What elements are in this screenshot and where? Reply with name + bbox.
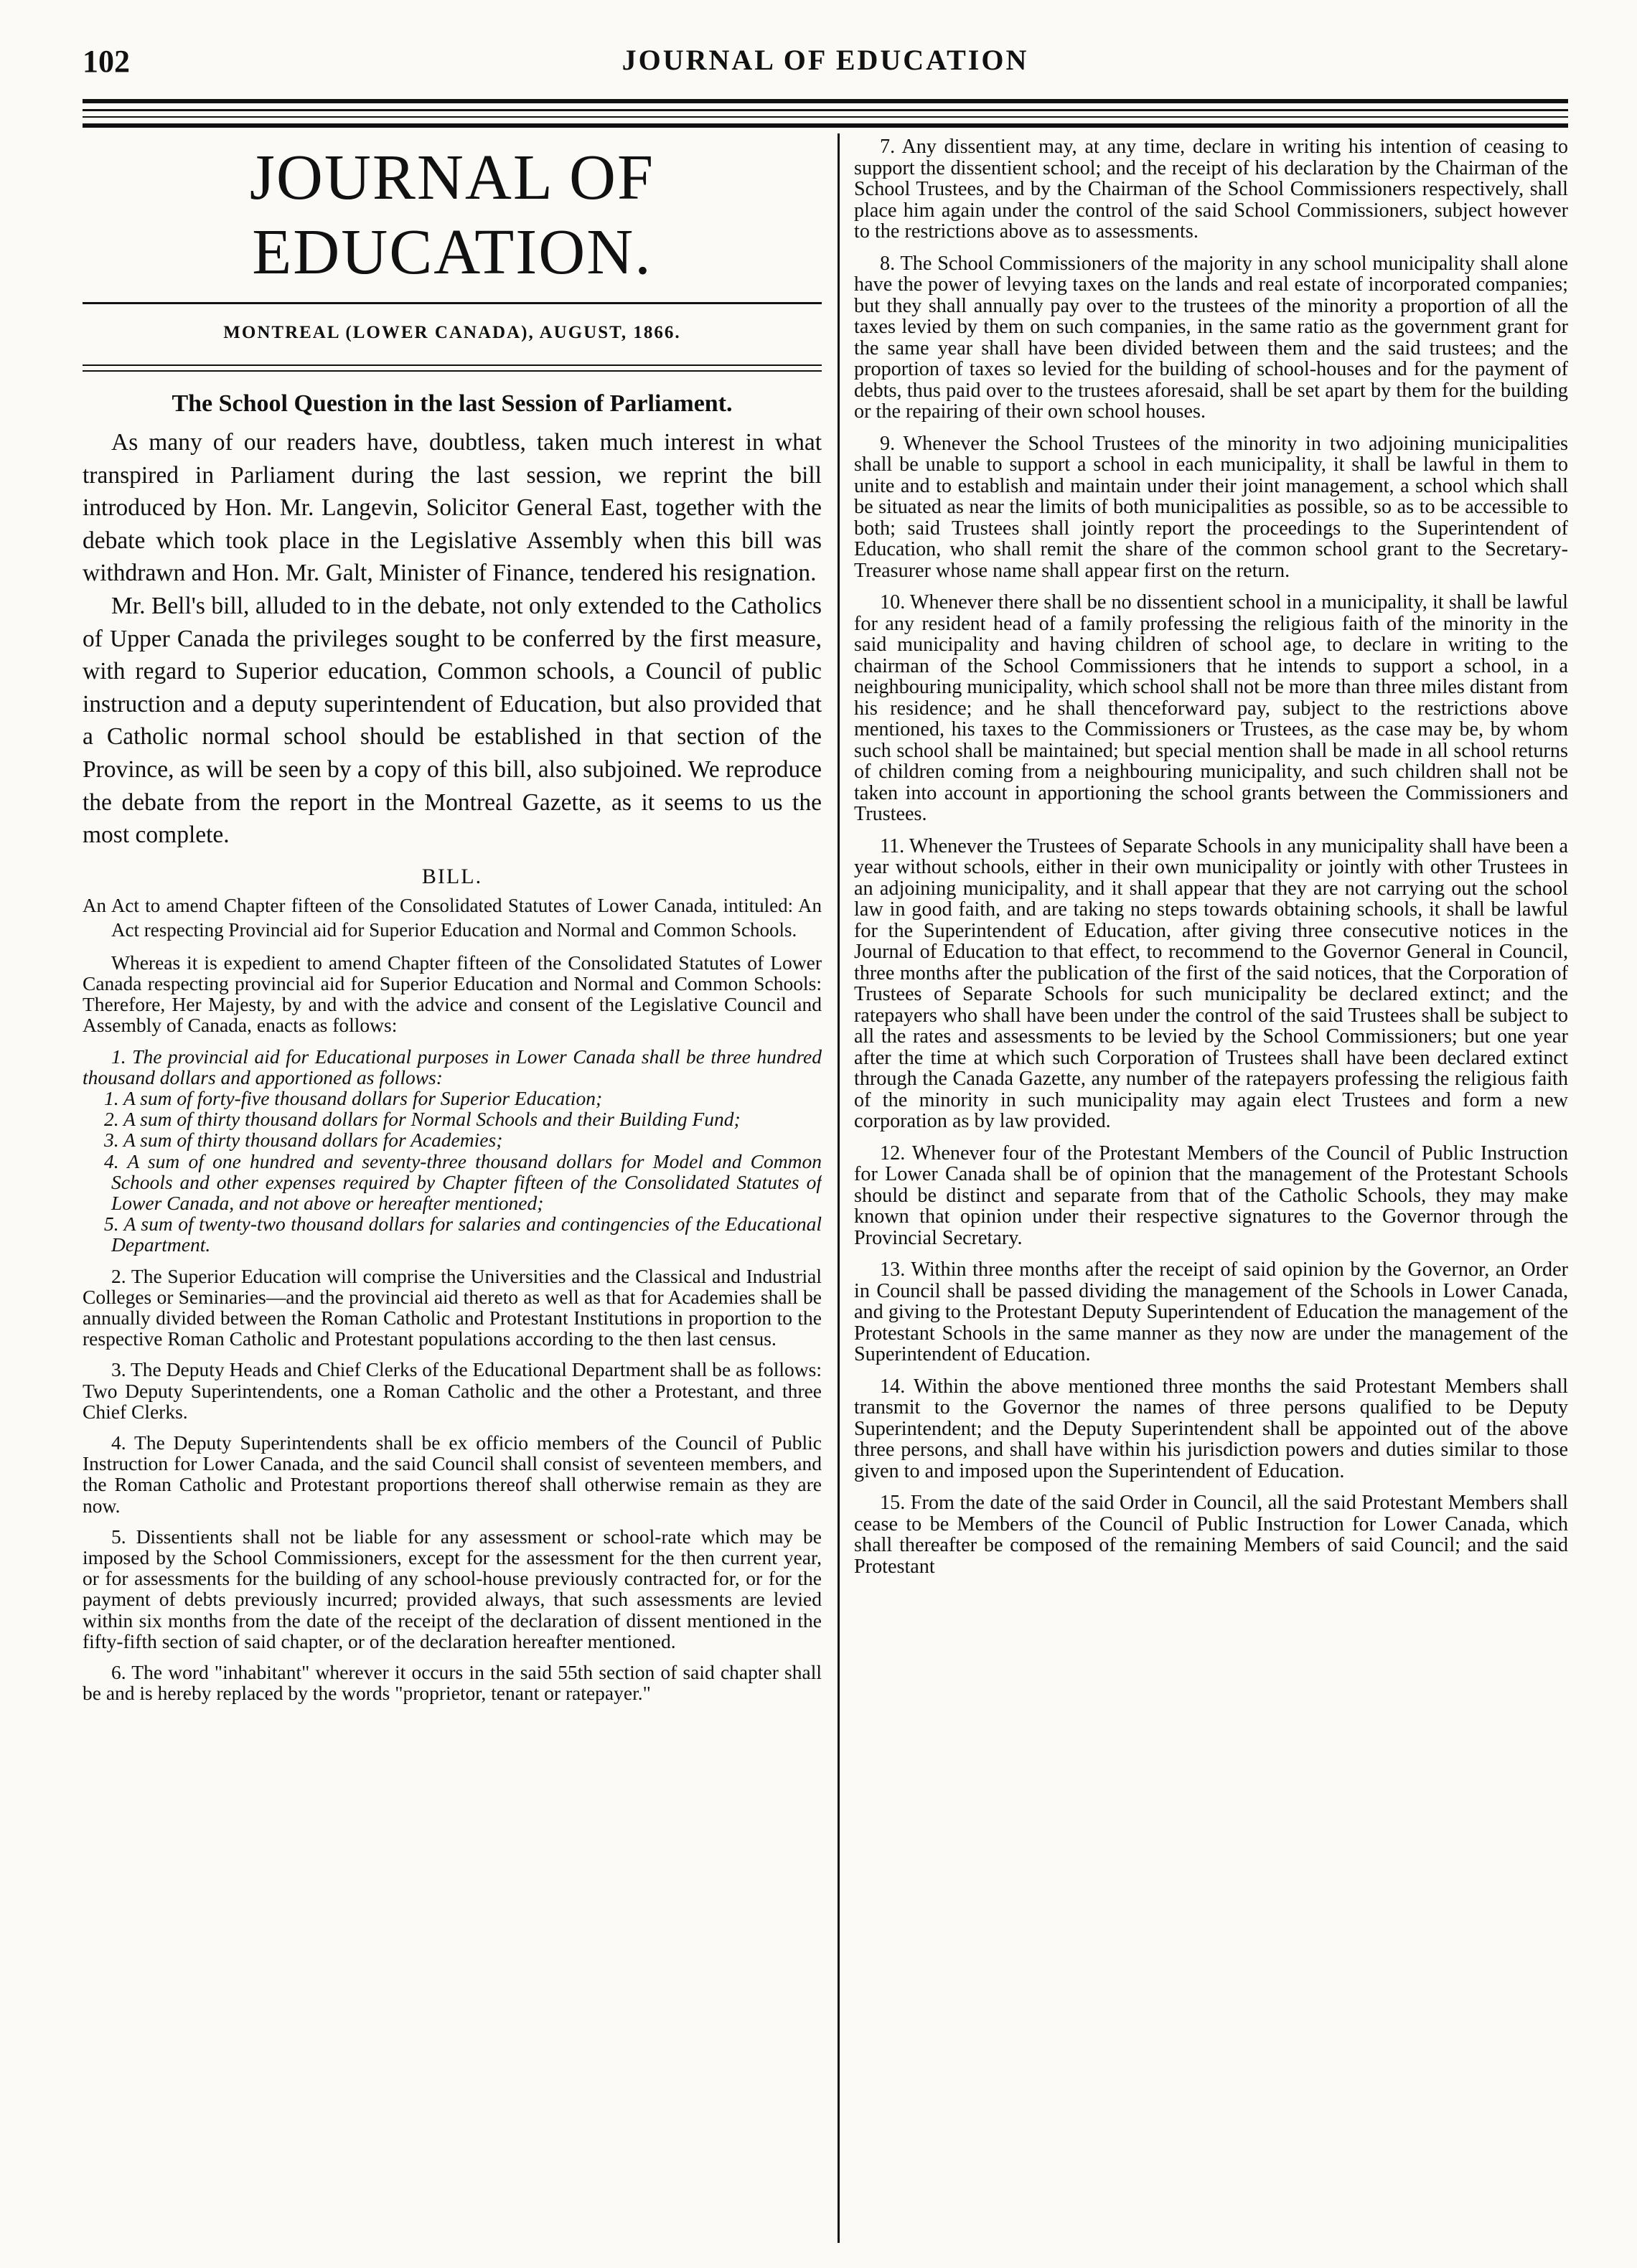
dateline-rule-1 [83,364,822,366]
running-title: JOURNAL OF EDUCATION [622,44,1029,76]
header-rule-thick-2 [83,123,1568,128]
article-headline: The School Question in the last Session of Parliament. [172,390,733,417]
article-paragraph: Mr. Bell's bill, alluded to in the debate, not only extended to the Catholics of Upper Canada the privileges sought to be conferred by the first measure, with regard to Superior education, Common schools, a Council of public instruction and a deputy superintendent of Education, but also provided that a Catholic normal school should be established in that section of the Province, as will be seen by a copy of this bill, also subjoined. We reproduce the debate from the report in the Montreal Gazette, as it seems to us the most complete. [83,593,822,849]
header-rule-thin [83,116,1568,118]
header-rule-thick [83,99,1568,103]
bill-section: 7. Any dissentient may, at any time, declare in writing his intention of ceasing to support the dissentient school; and the receipt of his declaration by the Chairman of the School Trustees, and by the Chairman of the School Commissioners respectively, shall place him again under the control of the said School Commissioners, subject however to the restrictions above as to assessments. [854,136,1568,243]
section-1-intro: 1. The provincial aid for Educational purposes in Lower Canada shall be three hundred thousand dollars and apportioned as follows: [83,1045,822,1088]
bill-section: 11. Whenever the Trustees of Separate Schools in any municipality shall have been a year without schools, either in their own municipality or jointly with other Trustees in an adjoining municipality, and it shall appear that they are not carrying out the school law in good faith, and are taking no steps towards obtaining schools, it shall be lawful for the Superintendent of Education, after giving three consecutive notices in the Journal of Education to that effect, to recommend to the Governor General in Council, three months after the publication of the first of the said notices, that the Corporation of Trustees of Separate Schools for such municipality be declared extinct; and the ratepayers who shall have been under the control of the said Trustees shall be subject to all the rates and assessments to be levied by the School Commissioners; but one year after the time at which such Corporation of Trustees shall have been declared extinct through the Canada Gazette, any number of the ratepayers professing the religious faith of the minority in such municipality may again elect Trustees and form a new corporation as by law provided. [854,834,1568,1132]
bill-section: 3. The Deputy Heads and Chief Clerks of the Educational Department shall be as follows: Two Deputy Superintendents, one a Roman Catholic and the other a Protestant, and three Chief Clerks. [83,1358,822,1423]
bill-title: An Act to amend Chapter fifteen of the Consolidated Statutes of Lower Canada, intituled: An Act respecting Provincial aid for Superior Education and Normal and Common Schools. [83,894,822,941]
bill-heading: BILL. [421,864,483,888]
section-1-item: 4. A sum of one hundred and seventy-three thousand dollars for Model and Common Schools and other expenses required by Chapter fifteen of the Consolidated Statutes of Lower Canada, and not above or hereafter mentioned; [104,1149,822,1215]
bill-section: 5. Dissentients shall not be liable for any assessment or school-rate which may be imposed by the School Commissioners, except for the assessment for the then current year, or for assessments for the building of any school-house previously contracted for, or for the payment of debts previously incurred; provided always, that such assessments are levied within six months from the date of the receipt of the declaration of dissent mentioned in the fifty-fifth section of said chapter, or of the declaration hereafter mentioned. [83,1525,822,1652]
column-divider [838,133,840,2243]
bill-section: 4. The Deputy Superintendents shall be ex officio members of the Council of Public Instruction for Lower Canada, and the said Council shall consist of seventeen members, and the Roman Catholic and Protestant proportions thereof shall otherwise remain as they are now. [83,1431,822,1517]
bill-section: 8. The School Commissioners of the majority in any school municipality shall alone have the power of levying taxes on the lands and real estate of incorporated companies; but they shall annually pay over to the trustees of the minority a proportion of all the taxes levied by them on such companies, in the same ratio as the government grant for the same year shall have been divided between them and the said trustees; and the proportion of taxes so levied for the building of school-houses and for the payment of debts, thus paid over to the trustees aforesaid, shall be set apart by them for the building or the repairing of their own school houses. [854,252,1568,423]
section-1-item: 3. A sum of thirty thousand dollars for Academies; [104,1129,503,1152]
bill-section: 10. Whenever there shall be no dissentient school in a municipality, it shall be lawful for any resident head of a family professing the religious faith of the minority in the said municipality and having children of school age, to declare in writing to the chairman of the School Commissioners that he intends to support a school, in a neighbouring municipality, which school shall not be more than three miles distant from his residence; and he shall thenceforward pay, subject to the restrictions above mentioned, his taxes to the Commissioners or Trustees, as the case may be, by whom such school shall be maintained; but special mention shall be made in all school returns of children coming from a neighbouring municipality, and such children shall not be taken into account in apportioning the school grants between the Commissioners and Trustees. [854,591,1568,825]
right-column [854,136,1568,2249]
masthead-title: JOURNAL OF EDUCATION. [249,142,655,288]
page-number: 102 [83,44,130,79]
masthead-rule [83,302,822,304]
running-head [83,43,1568,86]
bill-section: 12. Whenever four of the Protestant Members of the Council of Public Instruction for Lower Canada shall be of opinion that the management of the Protestant Schools should be distinct and separate from that of the Catholic Schools, they may make known that opinion under their respective signatures to the Governor through the Provincial Secretary. [854,1142,1568,1249]
bill-section: 2. The Superior Education will comprise the Universities and the Classical and Industrial Colleges or Seminaries—and the provincial aid thereto as well as that for Academies shall be annually divided between the Roman Catholic and Protestant Institutions in proportion to the respective Roman Catholic and Protestant populations according to the then last census. [83,1264,822,1350]
section-1-item: 1. A sum of forty-five thousand dollars for Superior Education; [104,1087,603,1110]
section-1-item: 5. A sum of twenty-two thousand dollars for salaries and contingencies of the Educational Department. [104,1213,822,1256]
bill-section: 15. From the date of the said Order in Council, all the said Protestant Members shall cease to be Members of the Council of Public Instruction for Lower Canada, which shall thereafter be composed of the remaining Members of said Council; and the said Protestant [854,1492,1568,1578]
article-paragraph: As many of our readers have, doubtless, taken much interest in what transpired in Parliament during the last session, we reprint the bill introduced by Hon. Mr. Langevin, Solicitor General East, together with the debate which took place in the Legislative Assembly when this bill was withdrawn and Hon. Mr. Galt, Minister of Finance, tendered his resignation. [83,429,822,587]
bill-section: 9. Whenever the School Trustees of the minority in two adjoining municipalities shall be unable to support a school in each municipality, it shall be lawful in them to unite and to establish and maintain under their joint management, a school which shall be situated as near the limits of both municipalities as possible, so as to be accessible to both; said Trustees shall jointly report the proceedings to the Superintendent of Education, who shall remit the share of the common school grant to the Secretary-Treasurer whose name shall appear first on the return. [854,432,1568,582]
section-1-item: 2. A sum of thirty thousand dollars for Normal Schools and their Building Fund; [104,1108,741,1131]
dateline-rule-2 [83,370,822,372]
bill-preamble: Whereas it is expedient to amend Chapter fifteen of the Consolidated Statutes of Lower Canada respecting provincial aid for Superior Education and Normal and Common Schools: Therefore, Her Majesty, by and with the advice and consent of the Legislative Council and Assembly of Canada, enacts as follows: [83,951,822,1037]
bill-section: 14. Within the above mentioned three months the said Protestant Members shall transmit to the Governor the names of three persons qualified to be Deputy Superintendent; and the Deputy Superintendent shall be appointed out of the above three persons, and shall have within his jurisdiction powers and duties similar to those given to and imposed upon the Superintendent of Education. [854,1375,1568,1482]
article-body [83,426,822,852]
dateline: MONTREAL (LOWER CANADA), AUGUST, 1866. [223,323,681,342]
bill-section: 13. Within three months after the receipt of said opinion by the Governor, an Order in Council shall be passed dividing the management of the Schools in Lower Canada, and giving to the Protestant Deputy Superintendent of Education the management of the Protestant Schools in the same manner as they now are under the management of the Superintendent of Education. [854,1258,1568,1365]
section-1 [83,1046,822,1256]
left-column [83,136,822,2249]
bill-section: 6. The word "inhabitant" wherever it occurs in the said 55th section of said chapter shall be and is hereby replaced by the words "proprietor, tenant or ratepayer." [83,1661,822,1705]
header-rule-mid [83,109,1568,111]
